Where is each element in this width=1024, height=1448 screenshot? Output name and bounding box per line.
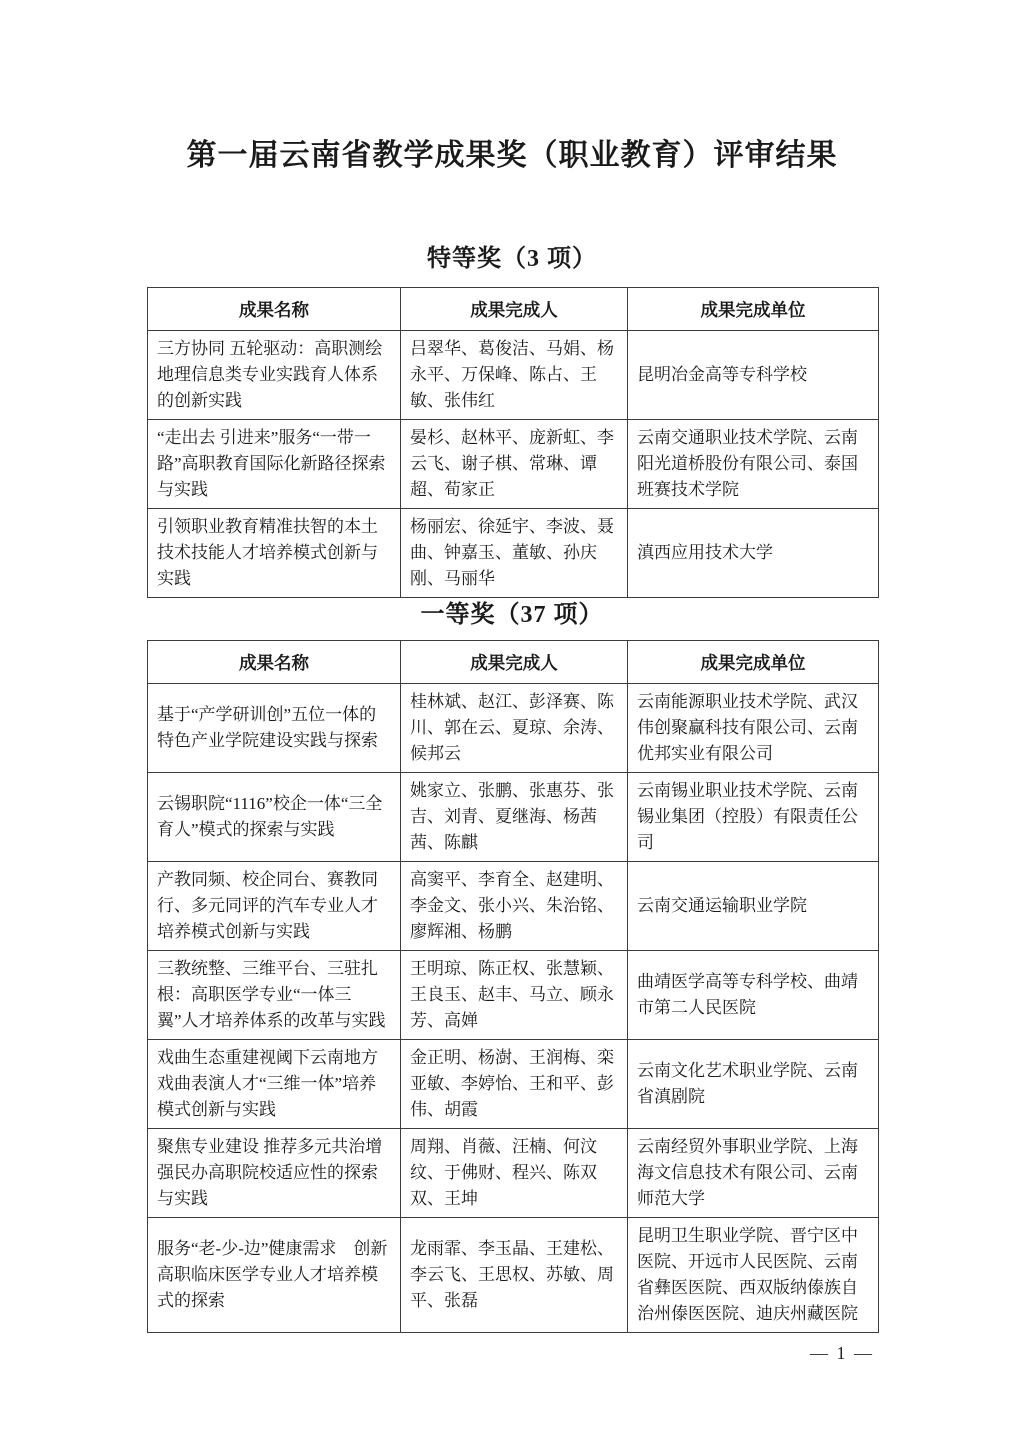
achievement-people-cell: 杨丽宏、徐延宇、李波、聂曲、钟嘉玉、董敏、孙庆刚、马丽华 bbox=[401, 509, 628, 598]
table-row bbox=[148, 773, 879, 862]
section-heading-first-prize: 一等奖（37 项） bbox=[420, 602, 604, 628]
achievement-name-cell: 聚焦专业建设 推荐多元共治增强民办高职院校适应性的探索与实践 bbox=[148, 1129, 401, 1218]
table-row bbox=[148, 420, 879, 509]
achievement-name-cell: 引领职业教育精准扶智的本土技术技能人才培养模式创新与实践 bbox=[148, 509, 401, 598]
achievement-units-cell: 云南能源职业技术学院、武汉伟创聚赢科技有限公司、云南优邦实业有限公司 bbox=[628, 684, 879, 773]
achievement-units-cell: 曲靖医学高等专科学校、曲靖市第二人民医院 bbox=[628, 951, 879, 1040]
achievement-name-cell: “走出去 引进来”服务“一带一路”高职教育国际化新路径探索与实践 bbox=[148, 420, 401, 509]
achievement-units-cell: 云南文化艺术职业学院、云南省滇剧院 bbox=[628, 1040, 879, 1129]
achievement-name-cell: 三方协同 五轮驱动：高职测绘地理信息类专业实践育人体系的创新实践 bbox=[148, 331, 401, 420]
achievement-people-cell: 龙雨霏、李玉晶、王建松、李云飞、王思权、苏敏、周平、张磊 bbox=[401, 1218, 628, 1333]
table-row bbox=[148, 862, 879, 951]
achievement-people-cell: 周翔、肖薇、汪楠、何汶纹、于佛财、程兴、陈双双、王坤 bbox=[401, 1129, 628, 1218]
first-prize-table bbox=[147, 640, 879, 1333]
achievement-name-cell: 基于“产学研训创”五位一体的特色产业学院建设实践与探索 bbox=[148, 684, 401, 773]
table-header-row bbox=[148, 641, 879, 684]
table-header-row bbox=[148, 288, 879, 331]
achievement-name-cell: 产教同频、校企同台、赛教同行、多元同评的汽车专业人才培养模式创新与实践 bbox=[148, 862, 401, 951]
table-row bbox=[148, 1040, 879, 1129]
achievement-name-cell: 戏曲生态重建视阈下云南地方戏曲表演人才“三维一体”培养模式创新与实践 bbox=[148, 1040, 401, 1129]
table-row bbox=[148, 951, 879, 1040]
document-title: 第一届云南省教学成果奖（职业教育）评审结果 bbox=[186, 139, 838, 172]
achievement-people-cell: 高窦平、李育全、赵建明、李金文、张小兴、朱治铭、廖辉湘、杨鹏 bbox=[401, 862, 628, 951]
achievement-units-cell: 云南锡业职业技术学院、云南锡业集团（控股）有限责任公司 bbox=[628, 773, 879, 862]
achievement-name-cell: 服务“老-少-边”健康需求 创新高职临床医学专业人才培养模式的探索 bbox=[148, 1218, 401, 1333]
table-row bbox=[148, 684, 879, 773]
table-row bbox=[148, 1218, 879, 1333]
section-heading-special-prize: 特等奖（3 项） bbox=[427, 246, 597, 272]
column-header-units: 成果完成单位 bbox=[628, 288, 879, 331]
column-header-people: 成果完成人 bbox=[401, 288, 628, 331]
achievement-name-cell: 云锡职院“1116”校企一体“三全育人”模式的探索与实践 bbox=[148, 773, 401, 862]
achievement-units-cell: 云南交通职业技术学院、云南阳光道桥股份有限公司、泰国班赛技术学院 bbox=[628, 420, 879, 509]
table-row bbox=[148, 1129, 879, 1218]
column-header-people: 成果完成人 bbox=[401, 641, 628, 684]
page-number: — 1 — bbox=[810, 1343, 874, 1363]
achievement-people-cell: 桂林斌、赵江、彭泽赛、陈川、郭在云、夏琼、余涛、候邦云 bbox=[401, 684, 628, 773]
achievement-units-cell: 云南经贸外事职业学院、上海海文信息技术有限公司、云南师范大学 bbox=[628, 1129, 879, 1218]
achievement-name-cell: 三教统整、三维平台、三驻扎根：高职医学专业“一体三翼”人才培养体系的改革与实践 bbox=[148, 951, 401, 1040]
achievement-people-cell: 吕翠华、葛俊洁、马娟、杨永平、万保峰、陈占、王敏、张伟红 bbox=[401, 331, 628, 420]
table-row bbox=[148, 509, 879, 598]
column-header-units: 成果完成单位 bbox=[628, 641, 879, 684]
achievement-units-cell: 滇西应用技术大学 bbox=[628, 509, 879, 598]
achievement-units-cell: 云南交通运输职业学院 bbox=[628, 862, 879, 951]
achievement-people-cell: 王明琼、陈正权、张慧颖、王良玉、赵丰、马立、顾永芳、高婵 bbox=[401, 951, 628, 1040]
achievement-people-cell: 金正明、杨澍、王润梅、栾亚敏、李婷怡、王和平、彭伟、胡霞 bbox=[401, 1040, 628, 1129]
column-header-name: 成果名称 bbox=[148, 288, 401, 331]
special-prize-table bbox=[147, 287, 879, 598]
achievement-units-cell: 昆明冶金高等专科学校 bbox=[628, 331, 879, 420]
column-header-name: 成果名称 bbox=[148, 641, 401, 684]
table-row bbox=[148, 331, 879, 420]
achievement-units-cell: 昆明卫生职业学院、晋宁区中医院、开远市人民医院、云南省彝医医院、西双版纳傣族自治州傣医医院、迪庆州藏医院 bbox=[628, 1218, 879, 1333]
achievement-people-cell: 晏杉、赵林平、庞新虹、李云飞、谢子棋、常琳、谭超、荀家正 bbox=[401, 420, 628, 509]
achievement-people-cell: 姚家立、张鹏、张惠芬、张吉、刘青、夏继海、杨茜茜、陈麒 bbox=[401, 773, 628, 862]
